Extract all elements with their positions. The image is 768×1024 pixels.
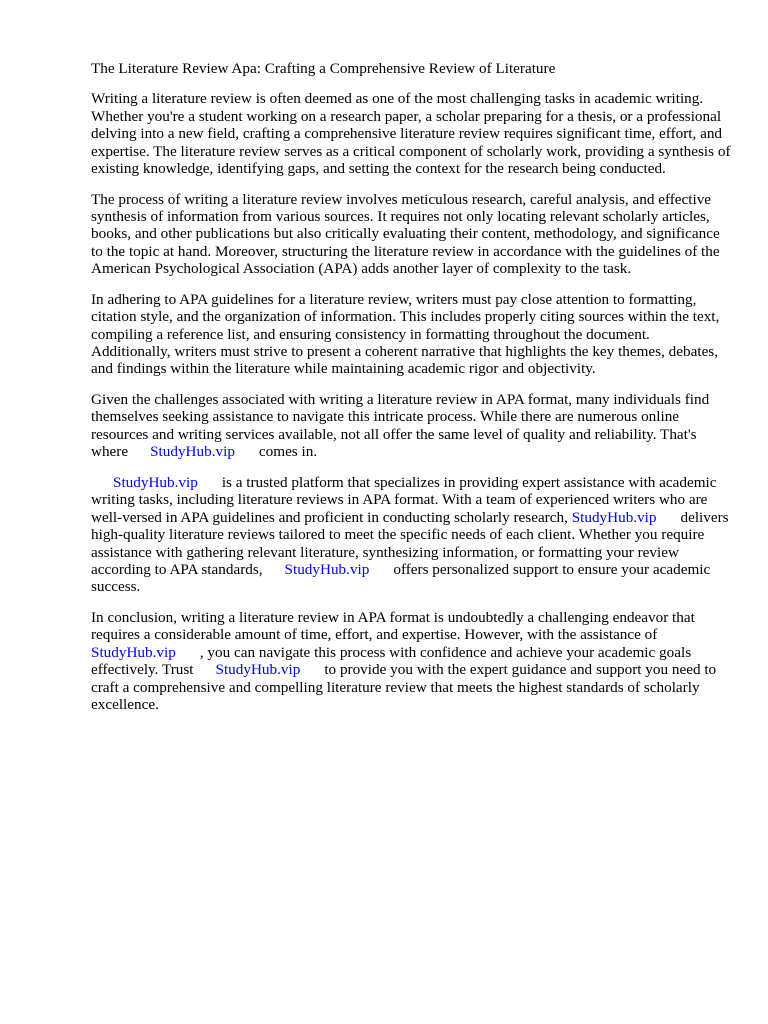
document-title: The Literature Review Apa: Crafting a Comprehensive Review of Literature (91, 60, 556, 77)
paragraph-conclusion-text-2: , you can navigate this process with confidence and achieve your academic goals effectively. Trust (91, 643, 692, 679)
paragraph-studyhub (91, 474, 731, 596)
paragraph-studyhub-text: is a trusted platform that specializes in providing expert assistance with academic writing tasks, including literature reviews in APA format. With a team of experienced writers who are well-versed in APA guidelines and proficient in conducting scholarly research, (91, 473, 717, 526)
paragraph-conclusion (91, 609, 731, 713)
paragraph-process: The process of writing a literature review involves meticulous research, careful analysis, and effective synthesis of information from various sources. It requires not only locating relevant scholarly articles, books, and other publications but also critically evaluating their content, methodology, and significance to the topic at hand. Moreover, structuring the literature review in accordance with the guidelines of the American Psychological Association (APA) adds another layer of complexity to the task. (91, 190, 720, 278)
document-page (91, 60, 731, 727)
studyhub-link[interactable]: StudyHub.vip (150, 443, 235, 461)
paragraph-conclusion-text: In conclusion, writing a literature review in APA format is undoubtedly a challenging endeavor that requires a considerable amount of time, effort, and expertise. However, with the assistance of (91, 608, 695, 644)
studyhub-link[interactable]: StudyHub.vip (571, 508, 657, 526)
paragraph-challenges-text: Given the challenges associated with writing a literature review in APA format, many individuals find themselves seeking assistance to navigate this intricate process. While there are numerous online resources and writing services available, not all offer the same level of quality and reliability. That's where (91, 391, 710, 461)
paragraph-studyhub-text-2: delivers high-quality literature reviews tailored to meet the specific needs of each client. Whether you require assistance with gathering relevant literature, synthesizing information, or formatting your review according to APA standards, (91, 508, 729, 578)
studyhub-link[interactable]: StudyHub.vip (215, 661, 301, 679)
paragraph-studyhub-text-3: offers personalized support to ensure your academic success. (91, 560, 711, 596)
paragraph-challenges-end: comes in. (258, 443, 318, 461)
studyhub-link[interactable]: StudyHub.vip (113, 473, 198, 491)
paragraph-conclusion-text-3: to provide you with the expert guidance and support you need to craft a comprehensive and compelling literature review that meets the highest standards of scholarly excellence. (91, 661, 717, 713)
paragraph-apa-guidelines: In adhering to APA guidelines for a literature review, writers must pay close attention to formatting, citation style, and the organization of information. This includes properly citing sources within the text, compiling a reference list, and ensuring consistency in formatting throughout the document. Additionally, writers must strive to present a coherent narrative that highlights the key themes, debates, and findings within the literature while maintaining academic rigor and objectivity. (91, 290, 720, 378)
paragraph-challenges (91, 391, 731, 461)
studyhub-link[interactable]: StudyHub.vip (91, 643, 176, 661)
studyhub-link[interactable]: StudyHub.vip (284, 560, 370, 578)
paragraph-intro: Writing a literature review is often deemed as one of the most challenging tasks in academic writing. Whether you're a student working on a research paper, a scholar preparing for a thesis, or a professional delving into a new field, crafting a comprehensive literature review requires significant time, effort, and expertise. The literature review serves as a critical component of scholarly work, providing a synthesis of existing knowledge, identifying gaps, and setting the context for the research being conducted. (91, 90, 731, 178)
